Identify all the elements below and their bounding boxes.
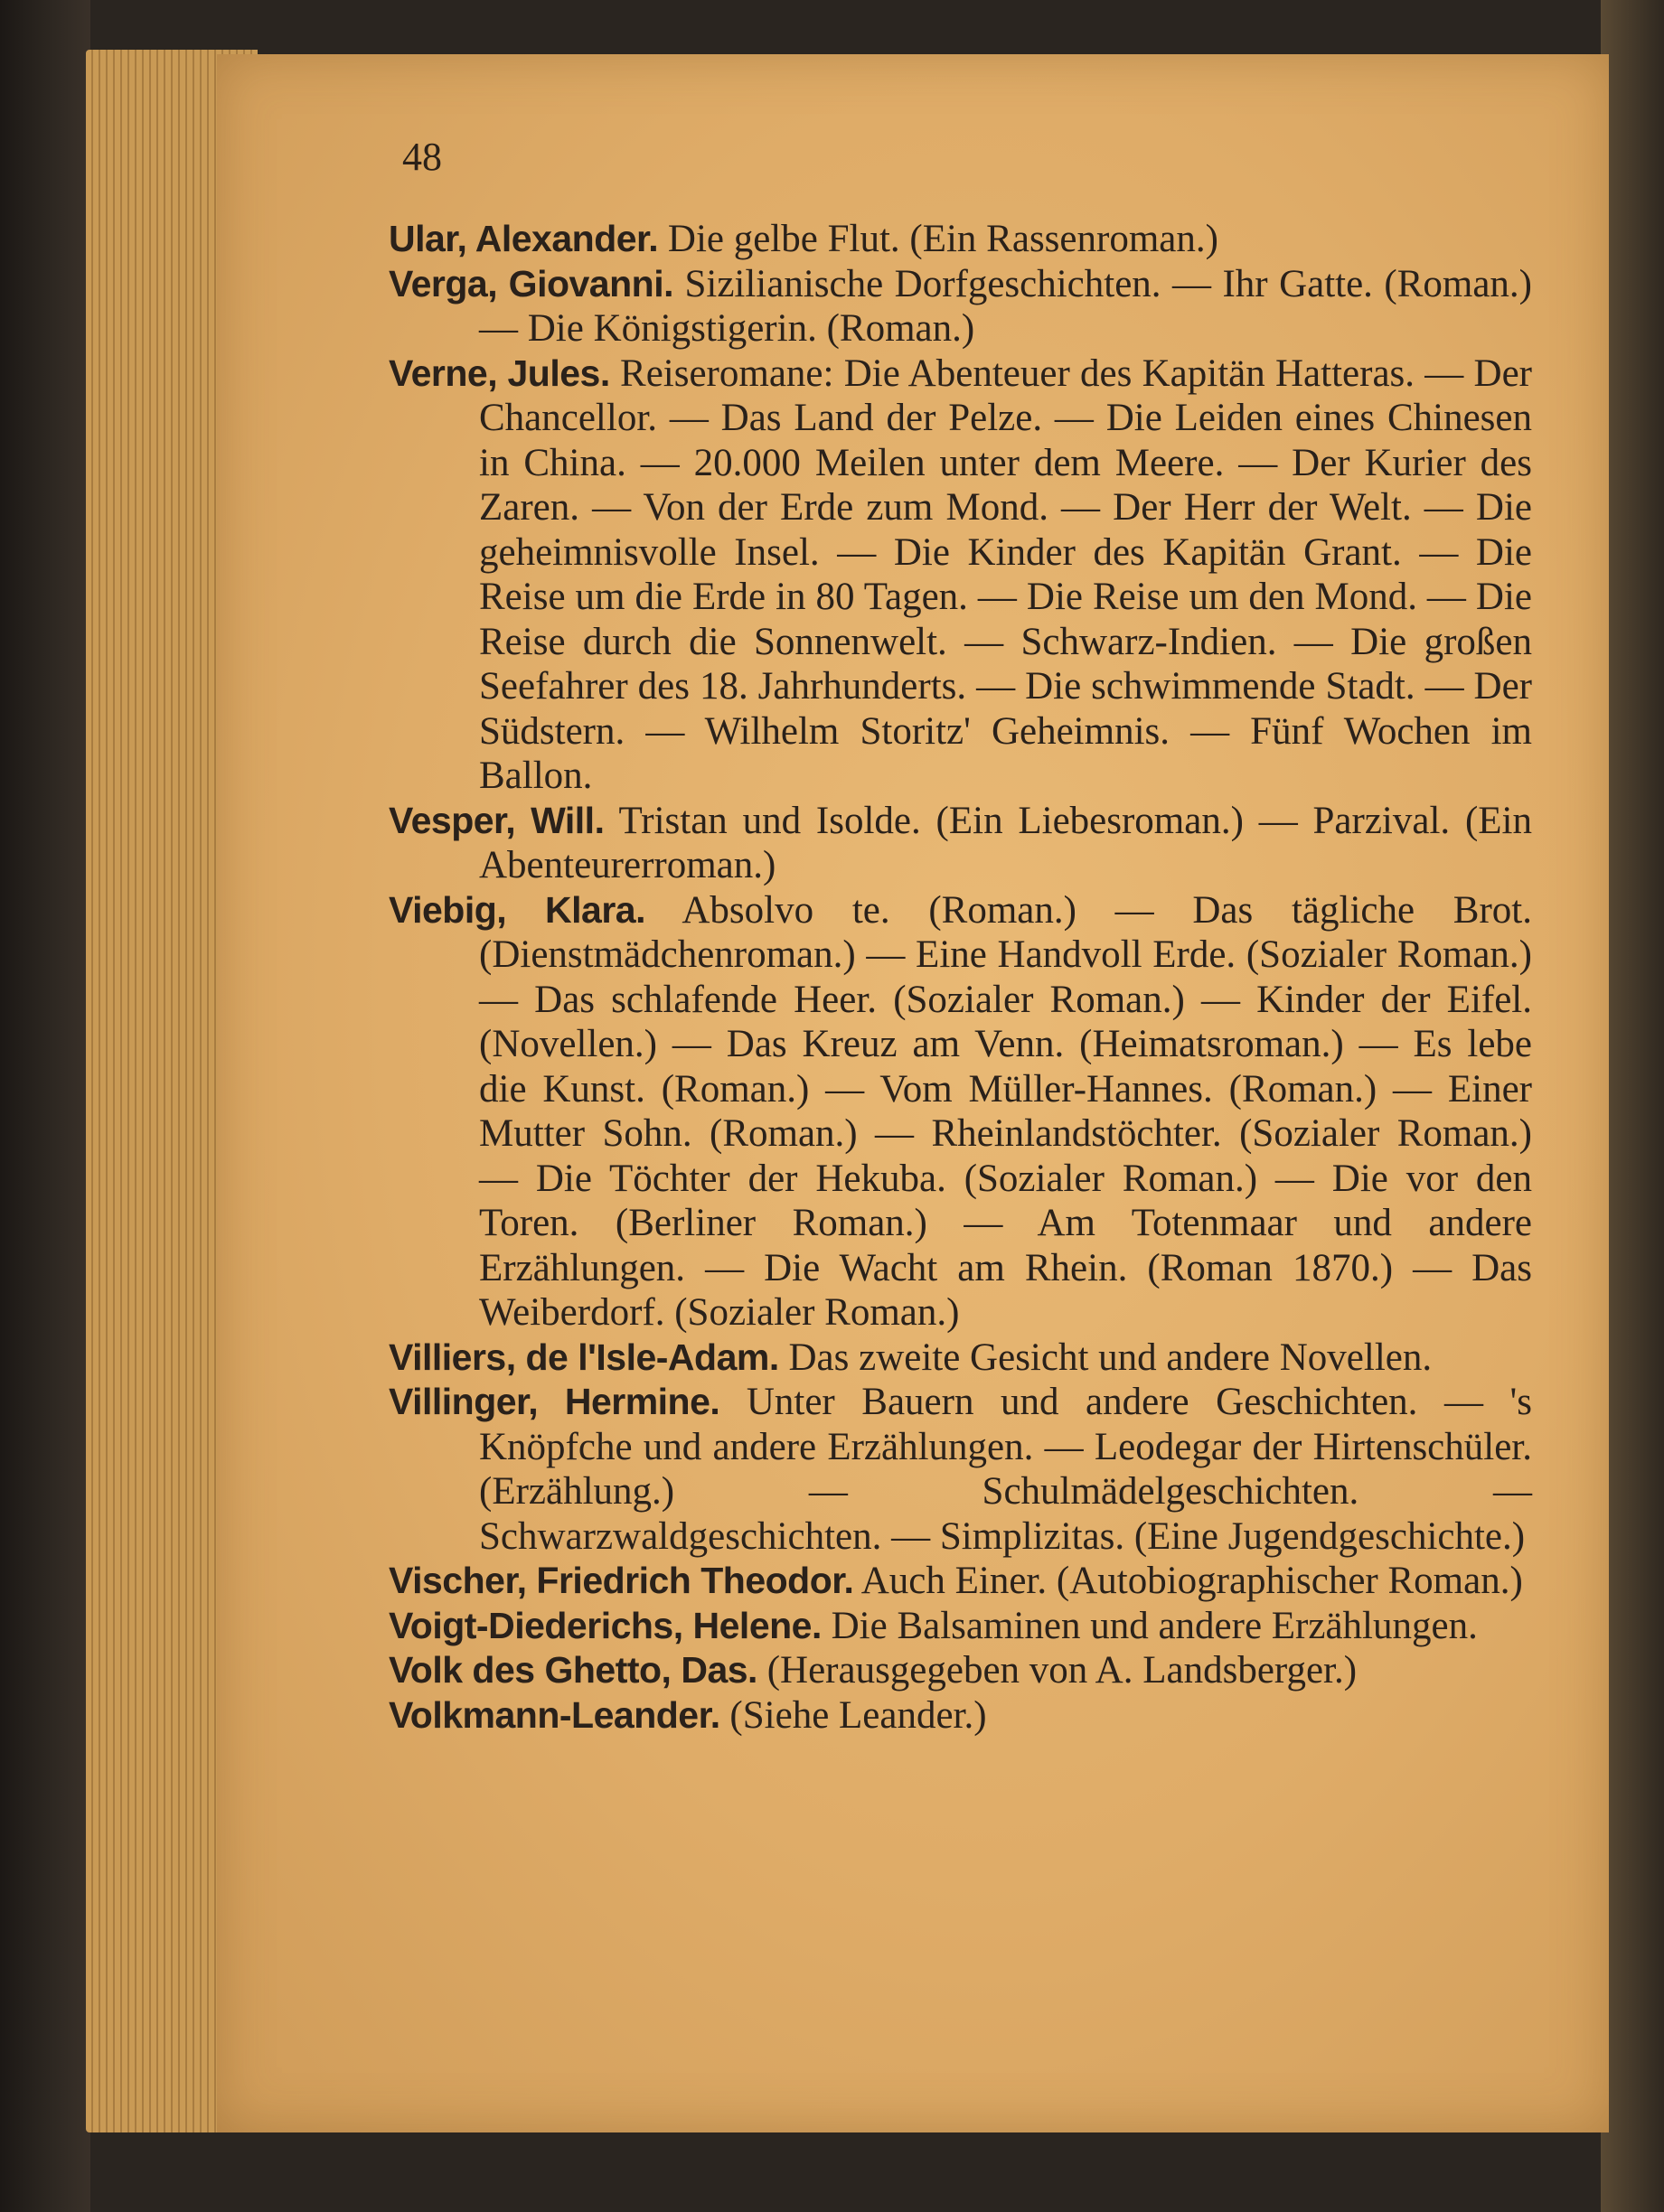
entry-text: Das zweite Gesicht und andere Novellen. [788, 1336, 1433, 1379]
catalog-entry [389, 1604, 1532, 1649]
catalog-entry [389, 1648, 1532, 1693]
catalog-entry [389, 262, 1532, 351]
entry-text: Reiseromane: Die Abenteuer des Kapitän Hatteras. — Der Chancellor. — Das Land der Pelze. — Die Leiden eines Chinesen in China. — 20.000 Meilen unter dem Meere. — Der Kurier des Zaren. — Von der Erde zum Mond. — Der Herr der Welt. — Die geheimnisvolle Insel. — Die Kinder des Kapitän Grant. — Die Reise um die Erde in 80 Tagen. — Die Reise um den Mond. — Die Reise durch die Sonnenwelt. — Schwarz-Indien. — Die großen Seefahrer des 18. Jahrhunderts. — Die schwimmende Stadt. — Der Südstern. — Wilhelm Storitz' Geheimnis. — Fünf Wochen im Ballon. [479, 351, 1533, 797]
entry-author: Volkmann-Leander. [389, 1693, 720, 1736]
entry-author: Verne, Jules. [389, 351, 610, 394]
entry-text: Tristan und Isolde. (Ein Liebesroman.) — Parzival. (Ein Abenteurerroman.) [479, 799, 1532, 886]
entry-text: Absolvo te. (Roman.) — Das tägliche Brot. (Dienstmädchenroman.) — Eine Handvoll Erde. (Sozialer Roman.) — Das schlafende Heer. (Sozialer Roman.) — Kinder der Eifel. (Novellen.) — Das Kreuz am Venn. (Heimatsroman.) — Es lebe die Kunst. (Roman.) — Vom Müller-Hannes. (Roman.) — Einer Mutter Sohn. (Roman.) — Rheinlandstöchter. (Sozialer Roman.) — Die Töchter der Hekuba. (Sozialer Roman.) — Die vor den Toren. (Berliner Roman.) — Am Totenmaar und andere Erzählungen. — Die Wacht am Rhein. (Roman 1870.) — Das Weiberdorf. (Sozialer Roman.) [479, 888, 1532, 1334]
entry-author: Villinger, Hermine. [389, 1381, 720, 1422]
catalog-entry [389, 888, 1532, 1336]
entry-author: Vischer, Friedrich Theodor. [389, 1560, 854, 1601]
entry-text: (Herausgegeben von A. Landsberger.) [766, 1649, 1358, 1692]
entry-author: Voigt-Diederichs, Helene. [389, 1604, 822, 1646]
entry-author: Verga, Giovanni. [389, 262, 673, 305]
page-number: 48 [402, 135, 442, 179]
catalog-text [389, 217, 1532, 1738]
entry-author: Volk des Ghetto, Das. [389, 1649, 757, 1691]
catalog-entry [389, 1559, 1532, 1604]
catalog-entry [389, 799, 1532, 888]
catalog-entry [389, 1693, 1532, 1739]
entry-author: Vesper, Will. [389, 799, 605, 841]
entry-text: Unter Bauern und andere Geschichten. — 's Knöpfche und andere Erzählungen. — Leodegar der Hirtenschüler. (Erzählung.) — Schulmädelgeschichten. — Schwarzwaldgeschichten. — Simplizitas. (Eine Jugendgeschichte.) [479, 1381, 1532, 1558]
catalog-entry [389, 1336, 1532, 1381]
entry-text: Auch Einer. (Autobiographischer Roman.) [860, 1560, 1523, 1602]
entry-text: Die gelbe Flut. (Ein Rassenroman.) [667, 218, 1218, 260]
entry-author: Ular, Alexander. [389, 218, 659, 259]
entry-text: Sizilianische Dorfgeschichten. — Ihr Gatte. (Roman.) — Die Königstigerin. (Roman.) [479, 262, 1532, 350]
entry-author: Villiers, de l'Isle-Adam. [389, 1336, 779, 1378]
entry-author: Viebig, Klara. [389, 888, 645, 931]
entry-text: Die Balsaminen und andere Erzählungen. [831, 1604, 1478, 1647]
book-binding [0, 0, 90, 2212]
catalog-entry [389, 217, 1532, 262]
entry-text: (Siehe Leander.) [729, 1693, 987, 1737]
catalog-entry [389, 1380, 1532, 1559]
catalog-entry [389, 351, 1532, 799]
right-background-edge [1601, 0, 1664, 2212]
